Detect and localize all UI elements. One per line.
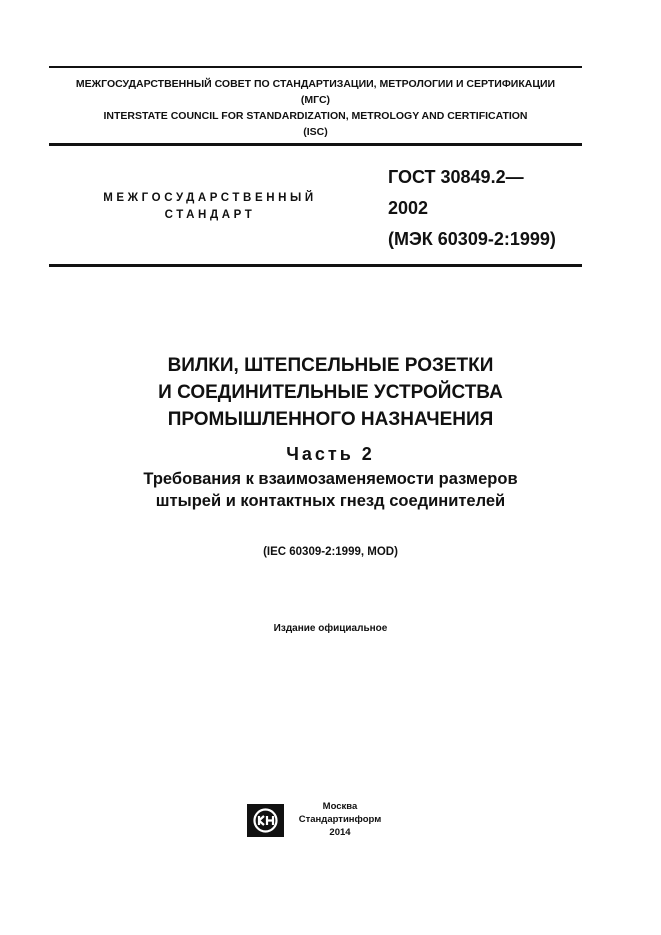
publisher-year: 2014 (329, 827, 351, 838)
council-name-en: INTERSTATE COUNCIL FOR STANDARDIZATION, METROLOGY AND CERTIFICATION (103, 110, 528, 122)
standard-type (60, 190, 360, 224)
title-line1: ВИЛКИ, ШТЕПСЕЛЬНЫЕ РОЗЕТКИ (167, 355, 494, 376)
top-rule (49, 66, 582, 68)
council-abbr-en: (ISC) (303, 126, 328, 138)
publisher-name: Стандартинформ (298, 814, 382, 825)
title-line3: ПРОМЫШЛЕННОГО НАЗНАЧЕНИЯ (167, 409, 494, 430)
council-header (49, 76, 582, 140)
publisher-block (290, 800, 390, 839)
standard-number-line2: 2002 (388, 198, 429, 218)
subtitle-line2: штырей и контактных гнезд соединителей (155, 492, 506, 510)
document-subtitle (20, 468, 641, 512)
council-name-ru: МЕЖГОСУДАРСТВЕННЫЙ СОВЕТ ПО СТАНДАРТИЗАЦИИ, МЕТРОЛОГИИ И СЕРТИФИКАЦИИ (75, 78, 556, 90)
standard-number-line1: ГОСТ 30849.2— (388, 167, 524, 187)
standard-type-line2: СТАНДАРТ (164, 209, 256, 221)
standartinform-logo-icon (247, 804, 284, 837)
document-title (20, 352, 641, 433)
bottom-rule (49, 264, 582, 267)
iec-reference: (IEC 60309-2:1999, MOD) (263, 546, 398, 558)
subtitle-line1: Требования к взаимозаменяемости размеров (143, 470, 518, 488)
council-abbr-ru: (МГС) (300, 94, 331, 106)
publisher-city: Москва (322, 801, 358, 812)
standard-type-line1: МЕЖГОСУДАРСТВЕННЫЙ (103, 192, 317, 204)
part-label: Часть 2 (286, 444, 375, 464)
title-line2: И СОЕДИНИТЕЛЬНЫЕ УСТРОЙСТВА (158, 382, 503, 403)
standard-number-line3: (МЭК 60309-2:1999) (388, 229, 556, 249)
standard-number (388, 162, 556, 255)
middle-rule (49, 143, 582, 146)
edition-label: Издание официальное (273, 623, 388, 634)
